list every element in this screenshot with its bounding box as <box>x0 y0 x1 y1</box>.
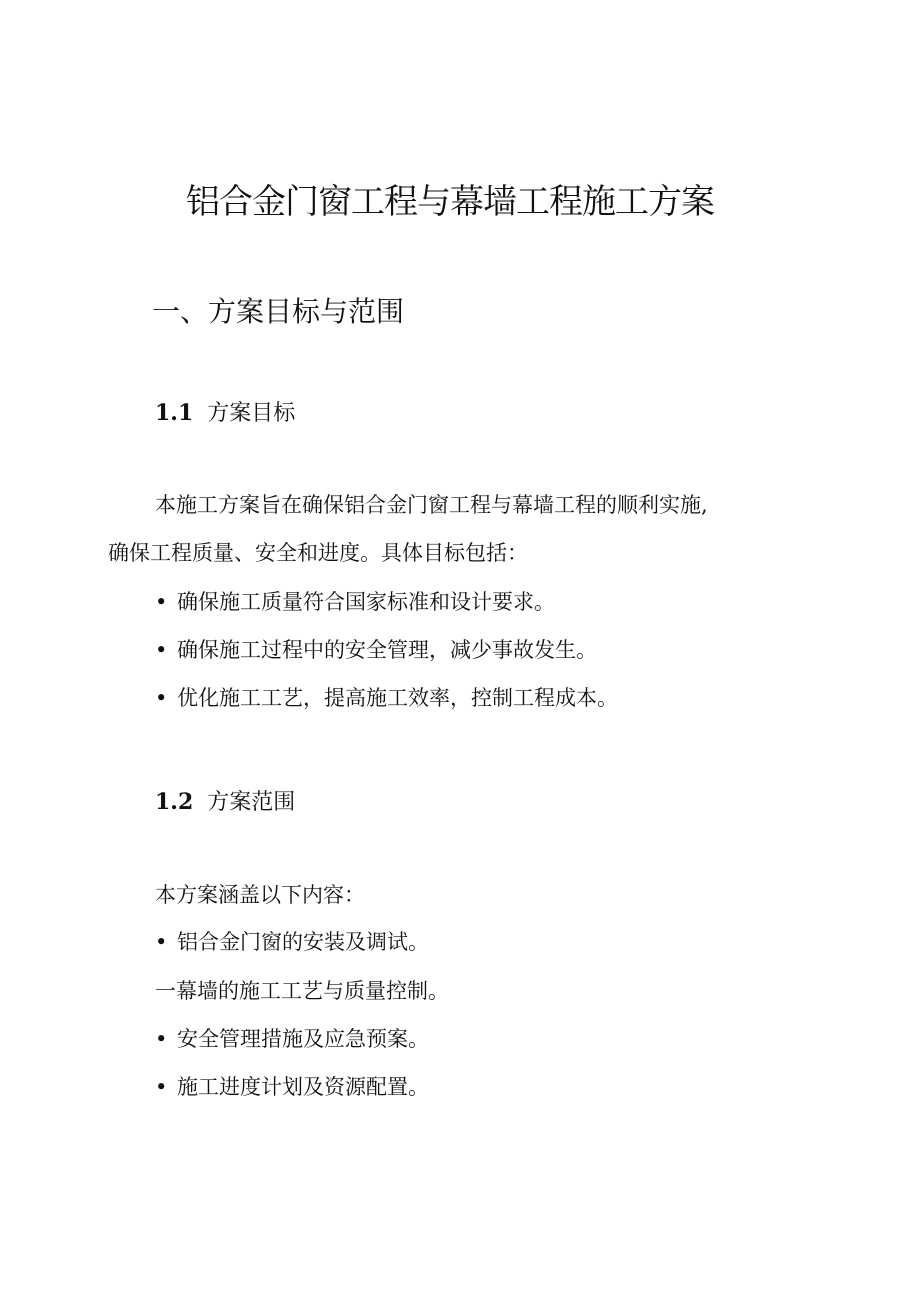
list-item <box>155 1072 429 1102</box>
paragraph-line: 本方案涵盖以下内容： <box>155 883 365 907</box>
list-item <box>155 587 555 617</box>
list-item <box>155 1024 429 1054</box>
list-item-text: 施工进度计划及资源配置。 <box>177 1075 429 1099</box>
bullet-marker: • <box>155 590 168 614</box>
list-item-text: 确保施工过程中的安全管理，减少事故发生。 <box>177 638 597 662</box>
subsection-heading-1-1 <box>155 398 295 429</box>
document-title: 铝合金门窗工程与幕墙工程施工方案 <box>186 182 714 222</box>
list-item-text: 铝合金门窗的安装及调试。 <box>177 930 429 954</box>
subsection-label: 方案范围 <box>207 790 296 815</box>
list-item <box>155 635 597 665</box>
list-item-text: 确保施工质量符合国家标准和设计要求。 <box>177 590 555 614</box>
subsection-label: 方案目标 <box>207 401 296 426</box>
list-item-text: 安全管理措施及应急预案。 <box>177 1027 429 1051</box>
list-item-text: 优化施工工艺，提高施工效率，控制工程成本。 <box>177 686 618 710</box>
bullet-marker: • <box>155 930 168 954</box>
list-item <box>155 683 618 713</box>
section-heading: 一、方案目标与范围 <box>152 295 405 328</box>
bullet-marker: • <box>155 686 168 710</box>
bullet-marker: • <box>155 1075 168 1099</box>
paragraph-line: 确保工程质量、安全和进度。具体目标包括： <box>108 541 528 565</box>
paragraph-line: 本施工方案旨在确保铝合金门窗工程与幕墙工程的顺利实施, <box>155 493 708 517</box>
subsection-heading-1-2 <box>155 787 295 818</box>
subsection-number: 1.2 <box>155 789 194 815</box>
bullet-marker: • <box>155 638 168 662</box>
subsection-number: 1.1 <box>155 400 194 426</box>
bullet-marker: • <box>155 1027 168 1051</box>
list-item-text: 一幕墙的施工工艺与质量控制。 <box>155 979 449 1003</box>
list-item <box>155 927 429 957</box>
